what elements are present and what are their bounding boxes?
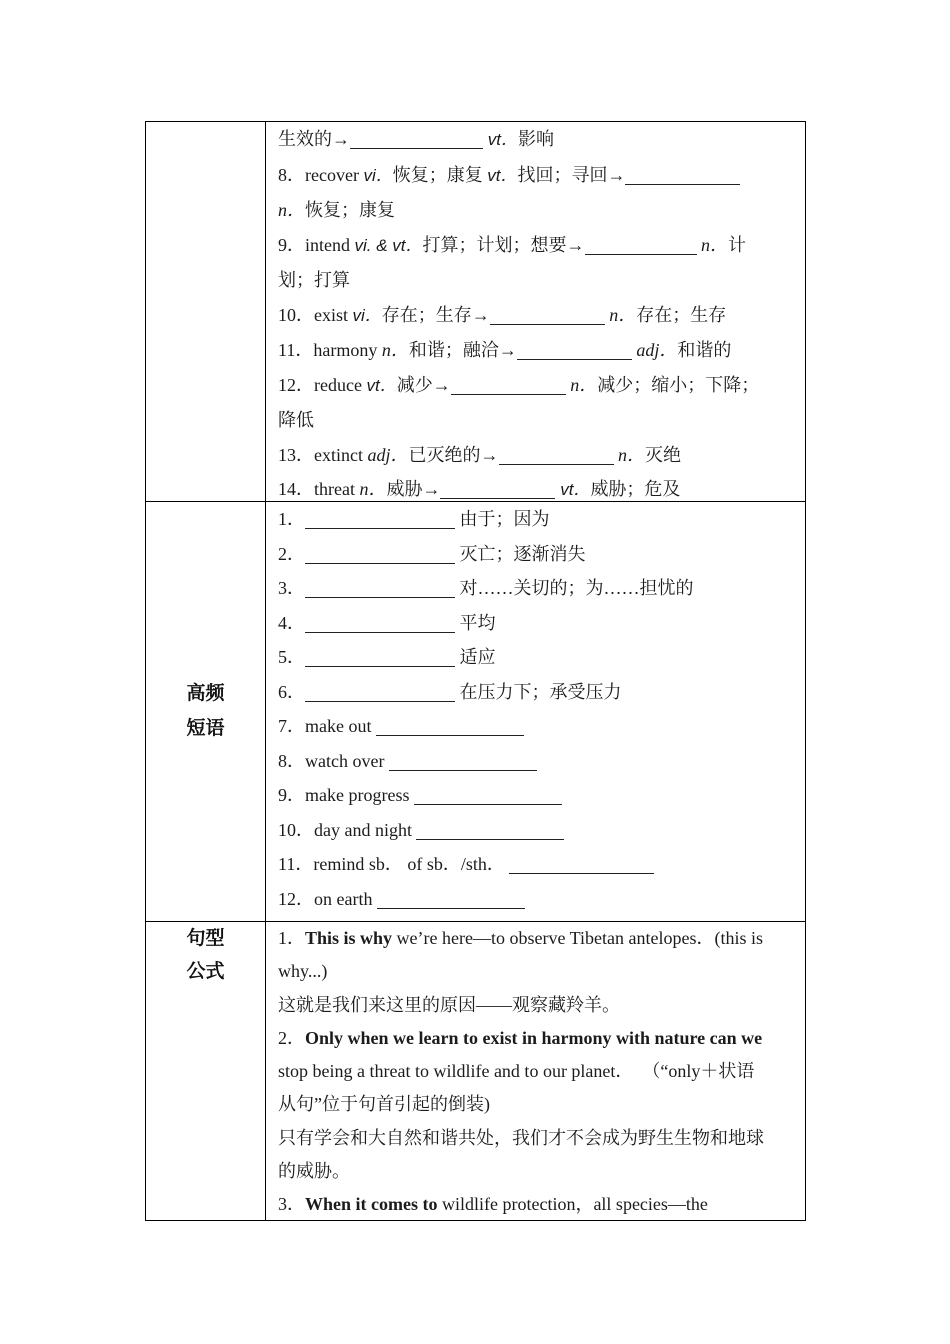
fill-in-blank [305, 700, 455, 702]
text-segment: 找回；寻回→ [517, 164, 626, 185]
text-segment: 影响 [517, 129, 554, 149]
text-segment: 5． [278, 647, 305, 667]
part-of-speech-abbrev: adj． [631, 340, 678, 360]
text-line [278, 472, 799, 501]
text-line [278, 744, 799, 779]
text-segment: 灭亡；逐渐消失 [455, 543, 586, 564]
fill-in-blank [305, 665, 455, 667]
text-segment: we’re here—to observe Tibetan antelopes．(this is [392, 928, 763, 948]
text-line [278, 847, 799, 882]
part-of-speech-abbrev: n． [359, 479, 387, 499]
text-segment: 11．harmony [278, 340, 382, 360]
text-line [278, 1155, 799, 1188]
text-segment: 2． [278, 1027, 305, 1048]
text-segment: 降低 [278, 410, 314, 430]
part-of-speech-abbrev: adj． [367, 444, 409, 465]
text-line [278, 228, 799, 264]
fill-in-blank [440, 497, 555, 499]
text-segment: 10．exist [278, 304, 353, 325]
text-segment: 只有学会和大自然和谐共处，我们才不会成为野生生物和地球 [278, 1127, 764, 1148]
text-segment: 威胁→ [386, 479, 441, 499]
text-segment: 生效的→ [278, 129, 350, 149]
part-of-speech-abbrev: vi. & vt． [354, 235, 423, 255]
text-segment: 12．on earth [278, 888, 377, 909]
text-segment: 8．recover [278, 164, 364, 185]
part-of-speech-abbrev: vt． [366, 375, 397, 395]
row-label-cell [146, 122, 266, 501]
text-segment: 14．threat [278, 479, 360, 499]
text-line [278, 813, 799, 848]
fill-in-blank [377, 907, 525, 909]
row-label-cell [146, 922, 266, 1220]
text-segment: 9．intend [278, 234, 355, 255]
part-of-speech-abbrev: n． [696, 234, 729, 255]
row-content-patterns [266, 922, 805, 1220]
text-line [278, 438, 799, 473]
text-line [278, 1188, 799, 1220]
text-segment: 8．watch over [278, 750, 389, 771]
text-segment: 和谐；融洽→ [408, 340, 517, 360]
text-line [278, 922, 799, 955]
table-row-vocab [146, 122, 805, 501]
text-line [278, 403, 799, 438]
fill-in-blank [490, 323, 605, 325]
text-segment: 在压力下；承受压力 [455, 681, 622, 702]
bold-phrase: This is why [305, 928, 393, 948]
text-line [278, 502, 799, 537]
text-segment: 威胁；危及 [590, 479, 681, 499]
text-segment: 由于；因为 [455, 509, 550, 529]
text-segment: 计 [728, 234, 747, 255]
text-line [278, 606, 799, 641]
text-segment: 的威胁。 [278, 1161, 350, 1182]
part-of-speech-abbrev: vt． [483, 130, 518, 149]
text-segment: 13．extinct [278, 444, 368, 465]
text-line [278, 263, 799, 298]
part-of-speech-abbrev: n． [565, 374, 598, 395]
part-of-speech-abbrev: vi． [352, 305, 382, 325]
row-label-text: 短语 [186, 717, 225, 739]
table-row-phrases [146, 501, 805, 921]
row-label-text: 公式 [186, 961, 225, 983]
table-row-patterns [146, 921, 805, 1220]
text-segment: 存在；生存 [636, 304, 727, 325]
row-label-cell [146, 502, 266, 921]
text-segment: 4． [278, 612, 305, 633]
text-segment: 恢复；康复 [392, 164, 488, 185]
text-segment: 已灭绝的→ [408, 444, 499, 465]
text-segment: 从句”位于句首引起的倒装) [278, 1094, 490, 1115]
fill-in-blank [305, 527, 455, 529]
text-segment: 适应 [455, 647, 496, 667]
part-of-speech-abbrev: vi． [363, 165, 393, 185]
text-line [278, 1122, 799, 1155]
text-line [278, 158, 799, 194]
fill-in-blank [517, 358, 632, 360]
text-segment: 1． [278, 509, 305, 529]
fill-in-blank [305, 562, 455, 564]
part-of-speech-abbrev: n． [613, 444, 645, 465]
text-segment: 6． [278, 681, 305, 702]
text-segment: 11．remind sb． of sb．/sth． [278, 854, 510, 874]
text-line [278, 298, 799, 334]
text-line [278, 955, 799, 988]
text-segment: 对……关切的；为……担忧的 [455, 578, 694, 598]
text-segment: 9．make progress [278, 785, 414, 805]
text-line [278, 368, 799, 404]
text-line [278, 709, 799, 744]
text-segment: 3． [278, 578, 305, 598]
fill-in-blank [451, 393, 566, 395]
text-line [278, 193, 799, 228]
text-line [278, 882, 799, 917]
fill-in-blank [509, 872, 654, 874]
part-of-speech-abbrev: vt． [555, 480, 591, 499]
fill-in-blank [416, 838, 564, 840]
row-content-phrases [266, 502, 805, 921]
text-segment: 7．make out [278, 716, 376, 736]
fill-in-blank [376, 734, 524, 736]
row-content-vocab [266, 122, 805, 501]
text-segment: why...) [278, 961, 328, 982]
fill-in-blank [625, 183, 740, 185]
fill-in-blank [389, 769, 537, 771]
fill-in-blank [585, 253, 697, 255]
text-line [278, 537, 799, 572]
text-segment: 减少；缩小；下降； [597, 374, 760, 395]
text-segment: 12．reduce [278, 374, 367, 395]
text-segment: 和谐的 [677, 340, 732, 360]
text-line [278, 778, 799, 813]
part-of-speech-abbrev: n． [381, 340, 409, 360]
row-label-text: 句型 [186, 928, 225, 949]
text-line [278, 675, 799, 710]
part-of-speech-abbrev: vt． [487, 165, 518, 185]
fill-in-blank [305, 631, 455, 633]
text-line [278, 989, 799, 1022]
fill-in-blank [499, 463, 614, 465]
text-segment: 10．day and night [278, 819, 417, 840]
text-line [278, 1055, 799, 1088]
fill-in-blank [414, 803, 562, 805]
text-line [278, 1022, 799, 1055]
text-segment: 打算；计划；想要→ [422, 234, 585, 255]
text-segment: stop being a threat to wildlife and to our planet． （“only＋状语 [278, 1061, 755, 1082]
worksheet-table [145, 121, 806, 1221]
text-line [278, 640, 799, 675]
text-segment: 2． [278, 543, 305, 564]
part-of-speech-abbrev: n． [278, 200, 305, 220]
text-segment: 划；打算 [278, 270, 350, 290]
text-segment: 平均 [455, 612, 496, 633]
text-segment: wildlife protection，all species—the [437, 1194, 708, 1215]
text-segment: 减少→ [396, 374, 451, 395]
text-segment: 灭绝 [645, 444, 681, 465]
text-line [278, 571, 799, 606]
text-segment: 恢复；康复 [305, 200, 395, 220]
bold-phrase: When it comes to [305, 1194, 438, 1215]
fill-in-blank [305, 596, 455, 598]
text-segment: 3． [278, 1194, 305, 1215]
row-label-text: 高频 [186, 683, 225, 704]
bold-phrase: Only when we learn to exist in harmony with nature can we [305, 1027, 763, 1048]
text-line [278, 1088, 799, 1121]
text-segment: 这就是我们来这里的原因——观察藏羚羊。 [278, 994, 620, 1015]
text-line [278, 333, 799, 368]
text-segment: 1． [278, 928, 305, 948]
text-line [278, 122, 799, 158]
text-segment: 存在；生存→ [381, 304, 490, 325]
part-of-speech-abbrev: n． [604, 304, 637, 325]
fill-in-blank [350, 147, 483, 149]
